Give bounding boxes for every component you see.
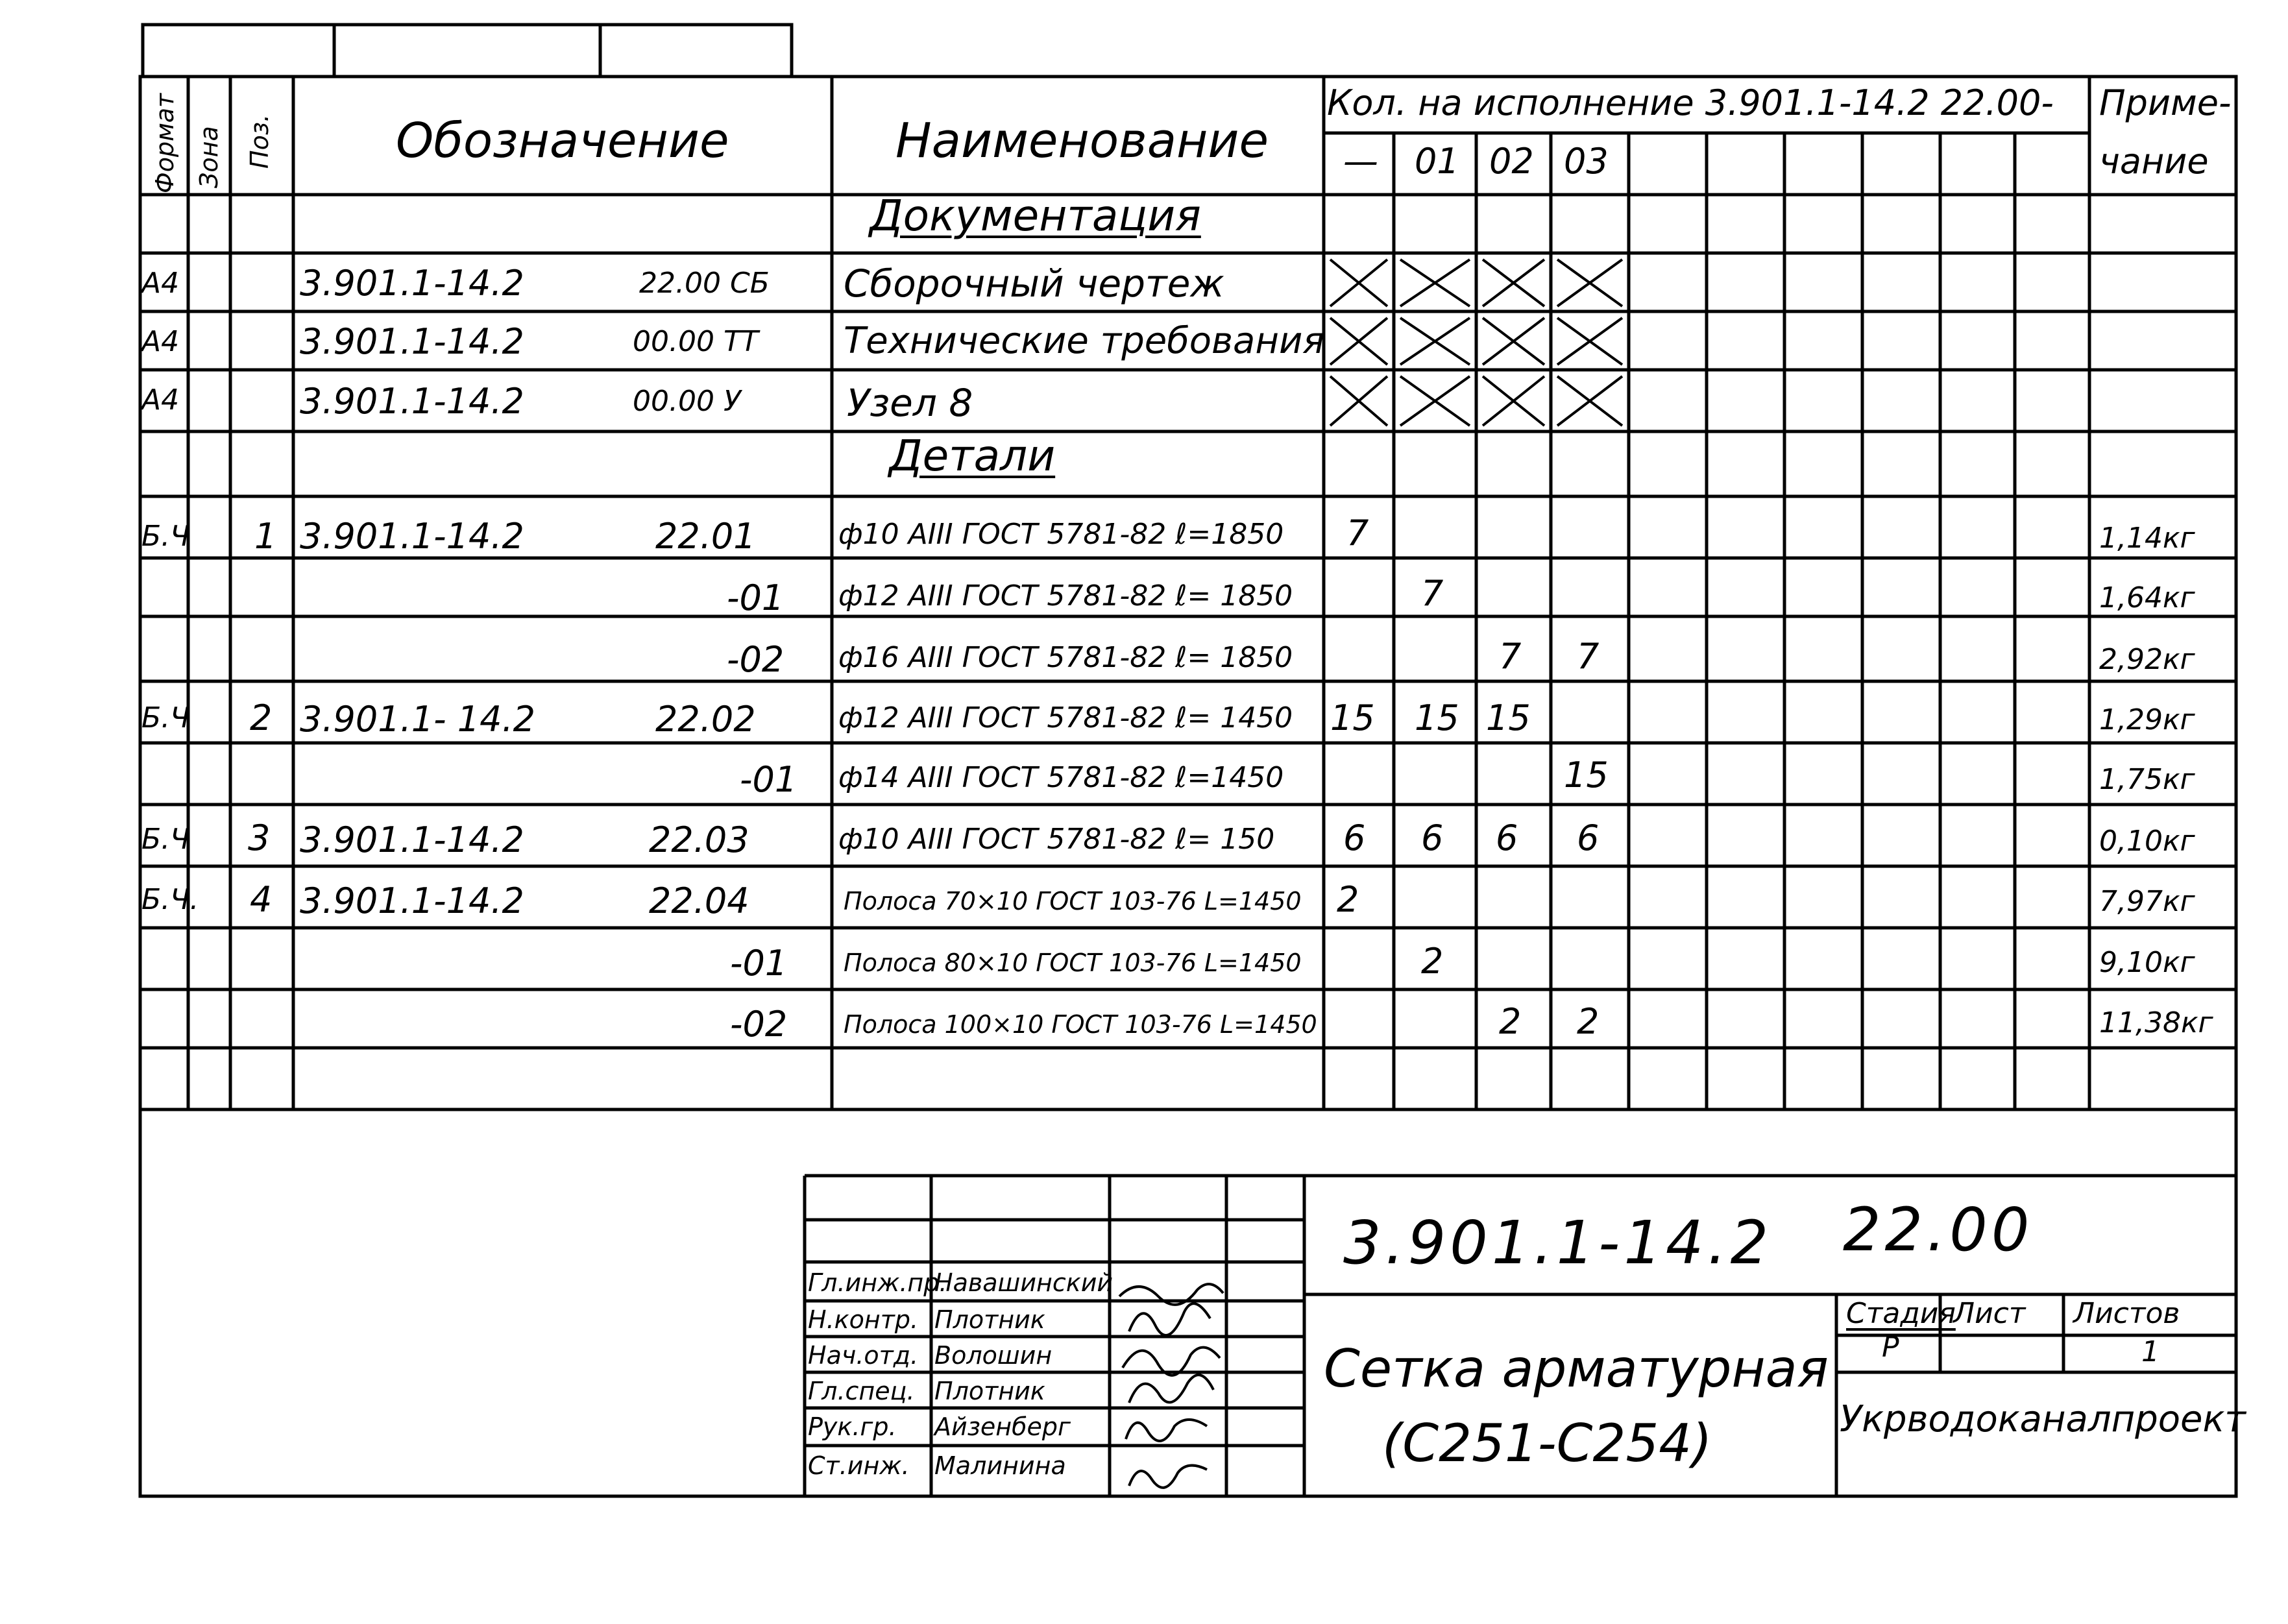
sheet-label: Лист (1953, 1297, 2026, 1330)
row-note: 11,38кг (2099, 1006, 2213, 1039)
row-name: Сборочный чертеж (844, 261, 1224, 306)
row-note: 9,10кг (2099, 946, 2195, 979)
row-designation: 3.901.1-14.2 (300, 263, 524, 304)
row-code: -01 (730, 943, 788, 984)
row-code: -02 (730, 1004, 788, 1045)
variant-header: — (1343, 141, 1378, 182)
signer-name: Плотник (934, 1377, 1045, 1405)
row-code: 22.00 СБ (639, 267, 770, 300)
section-details: Детали (889, 431, 1056, 481)
row-code: -01 (740, 759, 797, 800)
row-name: Полоса 70×10 ГОСТ 103-76 L=1450 (844, 887, 1302, 915)
row-qty: 2 (1577, 1001, 1600, 1042)
header-zone: Зона (195, 126, 223, 188)
product-name: Сетка арматурная (1324, 1339, 1829, 1399)
row-code: 22.04 (649, 880, 749, 921)
row-qty: 7 (1499, 636, 1522, 677)
row-qty: 7 (1421, 573, 1444, 614)
row-designation: 3.901.1-14.2 (300, 321, 524, 362)
header-note-bottom: чание (2099, 141, 2209, 182)
row-name: Полоса 80×10 ГОСТ 103-76 L=1450 (844, 949, 1302, 977)
row-name: ф14 АIII ГОСТ 5781-82 ℓ=1450 (838, 761, 1284, 794)
stage-value: Р (1882, 1331, 1899, 1364)
row-designation: 3.901.1-14.2 (300, 381, 524, 422)
product-sub: (С251-С254) (1382, 1413, 1712, 1473)
row-pos: 4 (250, 879, 273, 920)
sheets-value: 1 (2141, 1335, 2160, 1368)
row-note: 1,64кг (2099, 581, 2195, 614)
row-name: ф10 АIII ГОСТ 5781-82 ℓ=1850 (838, 518, 1284, 551)
signer-name: Волошин (934, 1341, 1053, 1370)
variant-header: 01 (1415, 141, 1459, 182)
row-code: 22.03 (649, 819, 749, 860)
row-name: Узел 8 (847, 381, 973, 425)
row-qty: 15 (1415, 697, 1459, 738)
signer-name: Плотник (934, 1305, 1045, 1334)
row-qty: 6 (1421, 818, 1444, 858)
row-name: Технические требования (844, 320, 1325, 362)
row-format: А4 (141, 325, 180, 358)
row-code: 22.01 (655, 516, 756, 557)
doc-number: 3.901.1-14.2 (1343, 1208, 1773, 1278)
stage-label: Стадия (1846, 1297, 1956, 1330)
row-code: 22.02 (655, 699, 756, 740)
header-format: Формат (151, 93, 179, 193)
signer-name: Навашинский (934, 1268, 1114, 1297)
row-code: -02 (727, 639, 785, 680)
row-qty: 7 (1346, 513, 1369, 553)
signer-role: Н.контр. (808, 1305, 919, 1334)
row-qty: 2 (1499, 1001, 1522, 1042)
row-format: Б.Ч (141, 823, 190, 856)
header-qty-title: Кол. на исполнение 3.901.1-14.2 22.00- (1327, 82, 2054, 123)
row-note: 2,92кг (2099, 643, 2195, 676)
row-qty: 2 (1421, 941, 1444, 982)
signer-role: Гл.инж.пр. (808, 1268, 947, 1297)
row-code: -01 (727, 577, 785, 618)
variant-header: 02 (1489, 141, 1534, 182)
row-qty: 6 (1577, 818, 1600, 858)
row-format: А4 (141, 267, 180, 300)
signer-role: Ст.инж. (808, 1451, 910, 1480)
signer-name: Айзенберг (934, 1412, 1071, 1441)
signer-role: Рук.гр. (808, 1412, 897, 1441)
row-note: 7,97кг (2099, 885, 2195, 918)
row-format: Б.Ч (141, 701, 190, 734)
sheets-label: Листов (2073, 1297, 2180, 1330)
row-designation: 3.901.1-14.2 (300, 516, 524, 557)
row-designation: 3.901.1-14.2 (300, 819, 524, 860)
row-code: 00.00 ТТ (633, 325, 759, 358)
row-code: 00.00 У (633, 385, 741, 418)
row-name: ф10 АIII ГОСТ 5781-82 ℓ= 150 (838, 823, 1275, 856)
row-name: ф12 АIII ГОСТ 5781-82 ℓ= 1850 (838, 579, 1293, 612)
section-documentation: Документация (870, 191, 1201, 241)
signer-role: Нач.отд. (808, 1341, 919, 1370)
header-pos: Поз. (245, 114, 274, 169)
row-format: А4 (141, 383, 180, 417)
row-qty: 7 (1577, 636, 1600, 677)
row-note: 1,14кг (2099, 522, 2195, 555)
row-pos: 1 (254, 516, 277, 557)
row-note: 0,10кг (2099, 825, 2195, 858)
header-designation: Обозначение (396, 113, 729, 169)
header-name: Наименование (895, 113, 1269, 169)
header-note-top: Приме- (2099, 82, 2232, 123)
row-name: ф16 АIII ГОСТ 5781-82 ℓ= 1850 (838, 641, 1293, 674)
variant-header: 03 (1564, 141, 1609, 182)
row-format: Б.Ч. (141, 883, 199, 916)
row-qty: 6 (1343, 818, 1366, 858)
row-qty: 2 (1337, 879, 1359, 920)
row-pos: 3 (248, 818, 271, 858)
signer-name: Малинина (934, 1451, 1066, 1480)
row-note: 1,29кг (2099, 703, 2195, 736)
row-note: 1,75кг (2099, 763, 2195, 796)
organization: Укрводоканалпроект (1840, 1398, 2246, 1440)
row-qty: 15 (1486, 697, 1531, 738)
row-name: Полоса 100×10 ГОСТ 103-76 L=1450 (844, 1010, 1317, 1039)
row-designation: 3.901.1- 14.2 (300, 699, 535, 740)
row-name: ф12 АIII ГОСТ 5781-82 ℓ= 1450 (838, 701, 1293, 734)
signature-scribbles (1119, 1284, 1223, 1488)
row-format: Б.Ч (141, 520, 190, 553)
doc-code: 22.00 (1843, 1195, 2034, 1265)
signer-role: Гл.спец. (808, 1377, 915, 1405)
row-designation: 3.901.1-14.2 (300, 880, 524, 921)
row-qty: 6 (1496, 818, 1518, 858)
row-pos: 2 (250, 697, 273, 738)
row-qty: 15 (1330, 697, 1375, 738)
row-qty: 15 (1564, 755, 1609, 795)
